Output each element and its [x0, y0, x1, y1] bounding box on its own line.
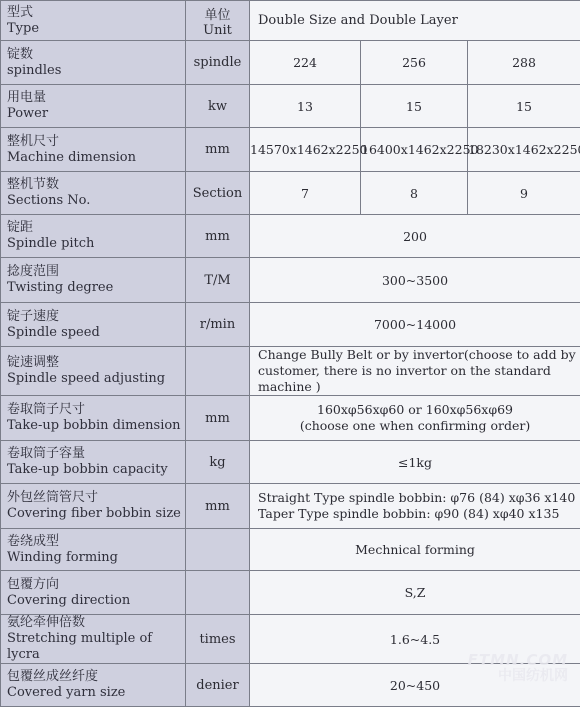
table-row [1, 215, 580, 258]
param-name-en: Power [7, 106, 185, 122]
value-cell: 288 [468, 41, 580, 85]
value-cell: 7 [250, 172, 361, 215]
table-row [1, 571, 580, 615]
value-cell [250, 396, 580, 441]
param-name-zh: 氨纶牵伸倍数 [7, 615, 185, 631]
value-cell: 200 [250, 215, 580, 258]
param-cell [1, 529, 186, 571]
param-name-en: Take-up bobbin capacity [7, 462, 185, 478]
param-name-en: Spindle speed [7, 325, 185, 341]
value-cell: S,Z [250, 571, 580, 615]
param-name-zh: 用电量 [7, 90, 185, 106]
value-line-2: (choose one when confirming order) [250, 418, 580, 434]
table-row [1, 172, 580, 215]
watermark-logo [468, 652, 568, 684]
value-line-1: Change Bully Belt or by invertor(choose to add by [258, 347, 580, 363]
model-name: Double Size and Double Layer [250, 1, 580, 41]
value-line-2: Taper Type spindle bobbin: φ90 (84) xφ40 x135 [258, 506, 580, 522]
param-cell [1, 85, 186, 128]
value-cell: 9 [468, 172, 580, 215]
type-header [1, 1, 186, 41]
table-row [1, 41, 580, 85]
value-cell: 16400x1462x2250 [361, 128, 468, 172]
param-cell [1, 396, 186, 441]
table-row [1, 128, 580, 172]
param-name-zh: 整机节数 [7, 177, 185, 193]
param-name-zh: 包覆丝成丝纤度 [7, 669, 185, 685]
param-name-en: Take-up bobbin dimension [7, 418, 185, 434]
param-name-en: Winding forming [7, 550, 185, 566]
value-cell: 1.6~4.5 [250, 615, 580, 664]
param-name-zh: 包覆方向 [7, 577, 185, 593]
value-cell: 8 [361, 172, 468, 215]
unit-cell [186, 529, 250, 571]
value-cell: 224 [250, 41, 361, 85]
unit-cell: Section [186, 172, 250, 215]
param-name-zh: 卷取筒子容量 [7, 446, 185, 462]
table-row [1, 347, 580, 396]
value-cell [250, 484, 580, 529]
value-line-1: 160xφ56xφ60 or 160xφ56xφ69 [250, 402, 580, 418]
value-cell: 14570x1462x2250 [250, 128, 361, 172]
param-name-zh: 卷绕成型 [7, 534, 185, 550]
unit-cell: r/min [186, 303, 250, 347]
param-cell [1, 484, 186, 529]
unit-cell: mm [186, 215, 250, 258]
value-cell: 256 [361, 41, 468, 85]
param-name-zh: 外包丝筒管尺寸 [7, 490, 185, 506]
param-name-en: spindles [7, 63, 185, 79]
param-cell [1, 172, 186, 215]
table-row [1, 396, 580, 441]
unit-cell: mm [186, 128, 250, 172]
param-name-en: Stretching multiple of lycra [7, 631, 185, 663]
param-name-en: Spindle speed adjusting [7, 371, 185, 387]
param-name-zh: 锭速调整 [7, 355, 185, 371]
table-row [1, 303, 580, 347]
param-cell [1, 441, 186, 484]
param-name-en: Machine dimension [7, 150, 185, 166]
value-line-2: customer, there is no invertor on the standard machine ) [258, 363, 580, 395]
unit-header [186, 1, 250, 41]
watermark-line2: 中国纺机网 [468, 668, 568, 684]
unit-cell: mm [186, 484, 250, 529]
value-cell: 15 [468, 85, 580, 128]
param-cell [1, 571, 186, 615]
type-header-zh: 型式 [7, 5, 185, 21]
unit-cell: times [186, 615, 250, 664]
watermark-line1: FTMN.COM [468, 652, 568, 668]
table-row [1, 441, 580, 484]
param-name-zh: 锭数 [7, 47, 185, 63]
unit-cell [186, 571, 250, 615]
table-row [1, 484, 580, 529]
param-cell [1, 258, 186, 303]
unit-cell: T/M [186, 258, 250, 303]
param-name-en: Spindle pitch [7, 236, 185, 252]
param-name-en: Covered yarn size [7, 685, 185, 701]
value-cell [250, 347, 580, 396]
value-cell: 7000~14000 [250, 303, 580, 347]
table-row [1, 85, 580, 128]
unit-cell: kw [186, 85, 250, 128]
type-header-en: Type [7, 21, 185, 37]
value-cell: Mechnical forming [250, 529, 580, 571]
param-cell [1, 303, 186, 347]
param-cell [1, 347, 186, 396]
param-name-en: Covering direction [7, 593, 185, 609]
param-name-en: Sections No. [7, 193, 185, 209]
unit-header-zh: 单位 [186, 4, 249, 23]
value-cell: 300~3500 [250, 258, 580, 303]
unit-cell: mm [186, 396, 250, 441]
value-cell: 15 [361, 85, 468, 128]
table-row [1, 529, 580, 571]
unit-header-en: Unit [203, 23, 232, 38]
param-name-zh: 捻度范围 [7, 264, 185, 280]
value-cell: ≤1kg [250, 441, 580, 484]
value-cell: 13 [250, 85, 361, 128]
value-cell: 20~450 [250, 664, 580, 707]
param-cell [1, 215, 186, 258]
param-cell [1, 128, 186, 172]
unit-cell: kg [186, 441, 250, 484]
value-cell: 18230x1462x2250 [468, 128, 580, 172]
param-name-zh: 锭距 [7, 220, 185, 236]
value-line-1: Straight Type spindle bobbin: φ76 (84) xφ36 x140 [258, 490, 580, 506]
param-cell [1, 41, 186, 85]
param-name-zh: 整机尺寸 [7, 134, 185, 150]
header-row [1, 1, 580, 41]
param-name-en: Covering fiber bobbin size [7, 506, 185, 522]
param-cell [1, 664, 186, 707]
param-cell [1, 615, 186, 664]
unit-cell [186, 347, 250, 396]
unit-cell: denier [186, 664, 250, 707]
table-row [1, 258, 580, 303]
unit-cell: spindle [186, 41, 250, 85]
param-name-zh: 卷取筒子尺寸 [7, 402, 185, 418]
param-name-en: Twisting degree [7, 280, 185, 296]
param-name-zh: 锭子速度 [7, 309, 185, 325]
